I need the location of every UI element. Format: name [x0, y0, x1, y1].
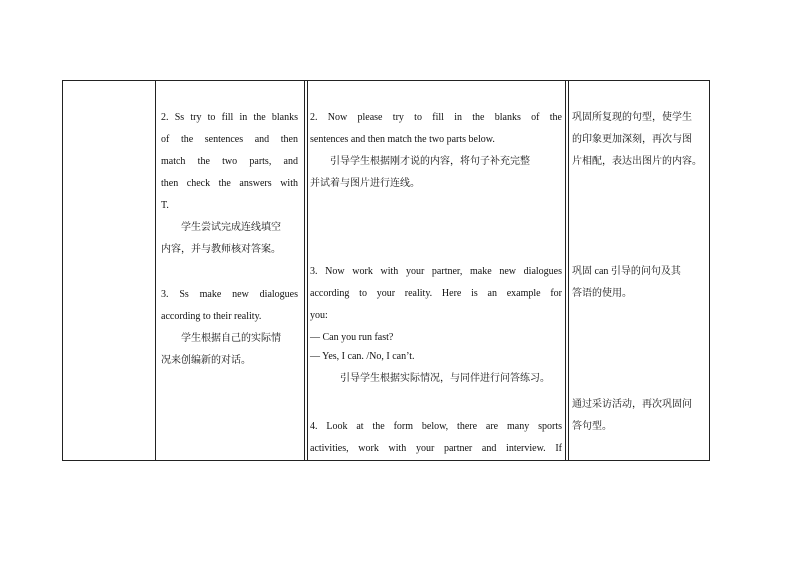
teacher-cn-line: 引导学生根据实际情况，与同伴进行问答练习。: [340, 373, 550, 384]
teacher-line: activities, work with your partner and interview. If: [310, 443, 562, 454]
student-cn-line: 学生尝试完成连线填空: [181, 222, 281, 233]
student-line: according to their reality.: [161, 311, 262, 322]
student-line: match the two parts, and: [161, 156, 298, 167]
purpose-line: 巩固所复现的句型，使学生: [572, 112, 692, 123]
teacher-line: 3. Now work with your partner, make new dialogues: [310, 266, 562, 277]
column-divider-2a: [304, 80, 305, 461]
teacher-line: 2. Now please try to fill in the blanks of the: [310, 112, 562, 123]
student-line: 2. Ss try to fill in the blanks: [161, 112, 298, 123]
purpose-line: 通过采访活动，再次巩固问: [572, 399, 692, 410]
column-divider-1: [155, 80, 156, 461]
dialogue-line: — Yes, I can. /No, I can’t.: [310, 351, 415, 362]
student-line: of the sentences and then: [161, 134, 298, 145]
teacher-line: 4. Look at the form below, there are many sports: [310, 421, 562, 432]
dialogue-line: — Can you run fast?: [310, 332, 394, 343]
teacher-line: you:: [310, 310, 328, 321]
column-divider-3b: [568, 80, 569, 461]
teacher-line: according to your reality. Here is an example for: [310, 288, 562, 299]
teacher-activity-cell-3: [310, 416, 562, 460]
teacher-line: sentences and then match the two parts below.: [310, 134, 495, 145]
purpose-line: 的印象更加深刻，再次与图: [572, 134, 692, 145]
table-bottom-border: [62, 460, 710, 461]
teacher-activity-cell: [310, 107, 562, 195]
teacher-cn-line: 并试着与图片进行连线。: [310, 178, 420, 189]
purpose-cell-2: [572, 261, 709, 305]
purpose-line: 片相配，表达出图片的内容。: [572, 156, 702, 167]
purpose-line: 巩固 can 引导的问句及其: [572, 266, 681, 277]
student-line: then check the answers with: [161, 178, 298, 189]
student-cn-line: 学生根据自己的实际情: [181, 333, 281, 344]
students-activity-cell-2: [161, 284, 298, 372]
table-right-border: [709, 80, 710, 461]
column-divider-2b: [307, 80, 308, 461]
purpose-cell: [572, 107, 709, 173]
column-divider-3a: [565, 80, 566, 461]
purpose-line: 答语的使用。: [572, 288, 632, 299]
student-line: 3. Ss make new dialogues: [161, 289, 298, 300]
student-cn-line: 况来创编新的对话。: [161, 355, 251, 366]
purpose-line: 答句型。: [572, 421, 612, 432]
table-left-border: [62, 80, 63, 461]
purpose-cell-3: [572, 394, 709, 438]
teacher-activity-cell-2: [310, 261, 562, 390]
student-cn-line: 内容，并与教师核对答案。: [161, 244, 281, 255]
students-activity-cell: [161, 107, 298, 261]
student-line: T.: [161, 200, 169, 211]
teacher-cn-line: 引导学生根据刚才说的内容，将句子补充完整: [330, 156, 530, 167]
table-top-border: [62, 80, 710, 81]
